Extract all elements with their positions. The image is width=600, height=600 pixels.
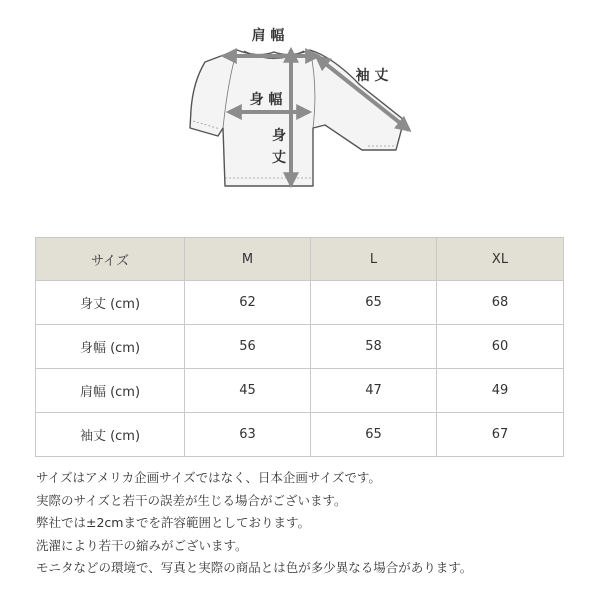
row-label: 身幅 (cm) <box>36 325 185 369</box>
note-line: モニタなどの環境で、写真と実際の商品とは色が多少異なる場合があります。 <box>36 560 473 575</box>
table-cell: 56 <box>185 325 311 369</box>
table-cell: 67 <box>437 413 564 457</box>
body-width-label: 身 幅 <box>249 92 283 108</box>
row-label: 肩幅 (cm) <box>36 369 185 413</box>
table-row <box>36 281 564 325</box>
table-header-row <box>36 238 564 281</box>
table-cell: 58 <box>311 325 437 369</box>
table-cell: 49 <box>437 369 564 413</box>
note-line: 弊社では±2cmまでを許容範囲としております。 <box>36 515 310 530</box>
note-line: サイズはアメリカ企画サイズではなく、日本企画サイズです。 <box>36 470 381 485</box>
note-line: 洗濯により若干の縮みがございます。 <box>36 537 248 553</box>
body-length-label-1: 身 <box>272 128 286 144</box>
header-cell-xl: XL <box>437 238 564 281</box>
notes-list <box>36 467 472 580</box>
table-cell: 60 <box>437 325 564 369</box>
shoulder-width-label: 肩 幅 <box>251 28 285 44</box>
table-row <box>36 413 564 457</box>
table-cell: 63 <box>185 413 311 457</box>
header-cell-m: M <box>185 238 311 281</box>
table-cell: 62 <box>185 281 311 325</box>
table-cell: 65 <box>311 281 437 325</box>
header-cell-l: L <box>311 238 437 281</box>
sleeve-length-label: 袖 丈 <box>355 68 389 84</box>
table-cell: 47 <box>311 369 437 413</box>
header-cell-size: サイズ <box>36 238 185 281</box>
body-length-label-2: 丈 <box>272 150 286 166</box>
table-cell: 65 <box>311 413 437 457</box>
size-diagram <box>0 0 600 225</box>
table-cell: 45 <box>185 369 311 413</box>
row-label: 身丈 (cm) <box>36 281 185 325</box>
table-row <box>36 369 564 413</box>
table-row <box>36 325 564 369</box>
table-cell: 68 <box>437 281 564 325</box>
note-line: 実際のサイズと若干の誤差が生じる場合がございます。 <box>36 492 347 508</box>
size-table <box>35 237 564 457</box>
row-label: 袖丈 (cm) <box>36 413 185 457</box>
